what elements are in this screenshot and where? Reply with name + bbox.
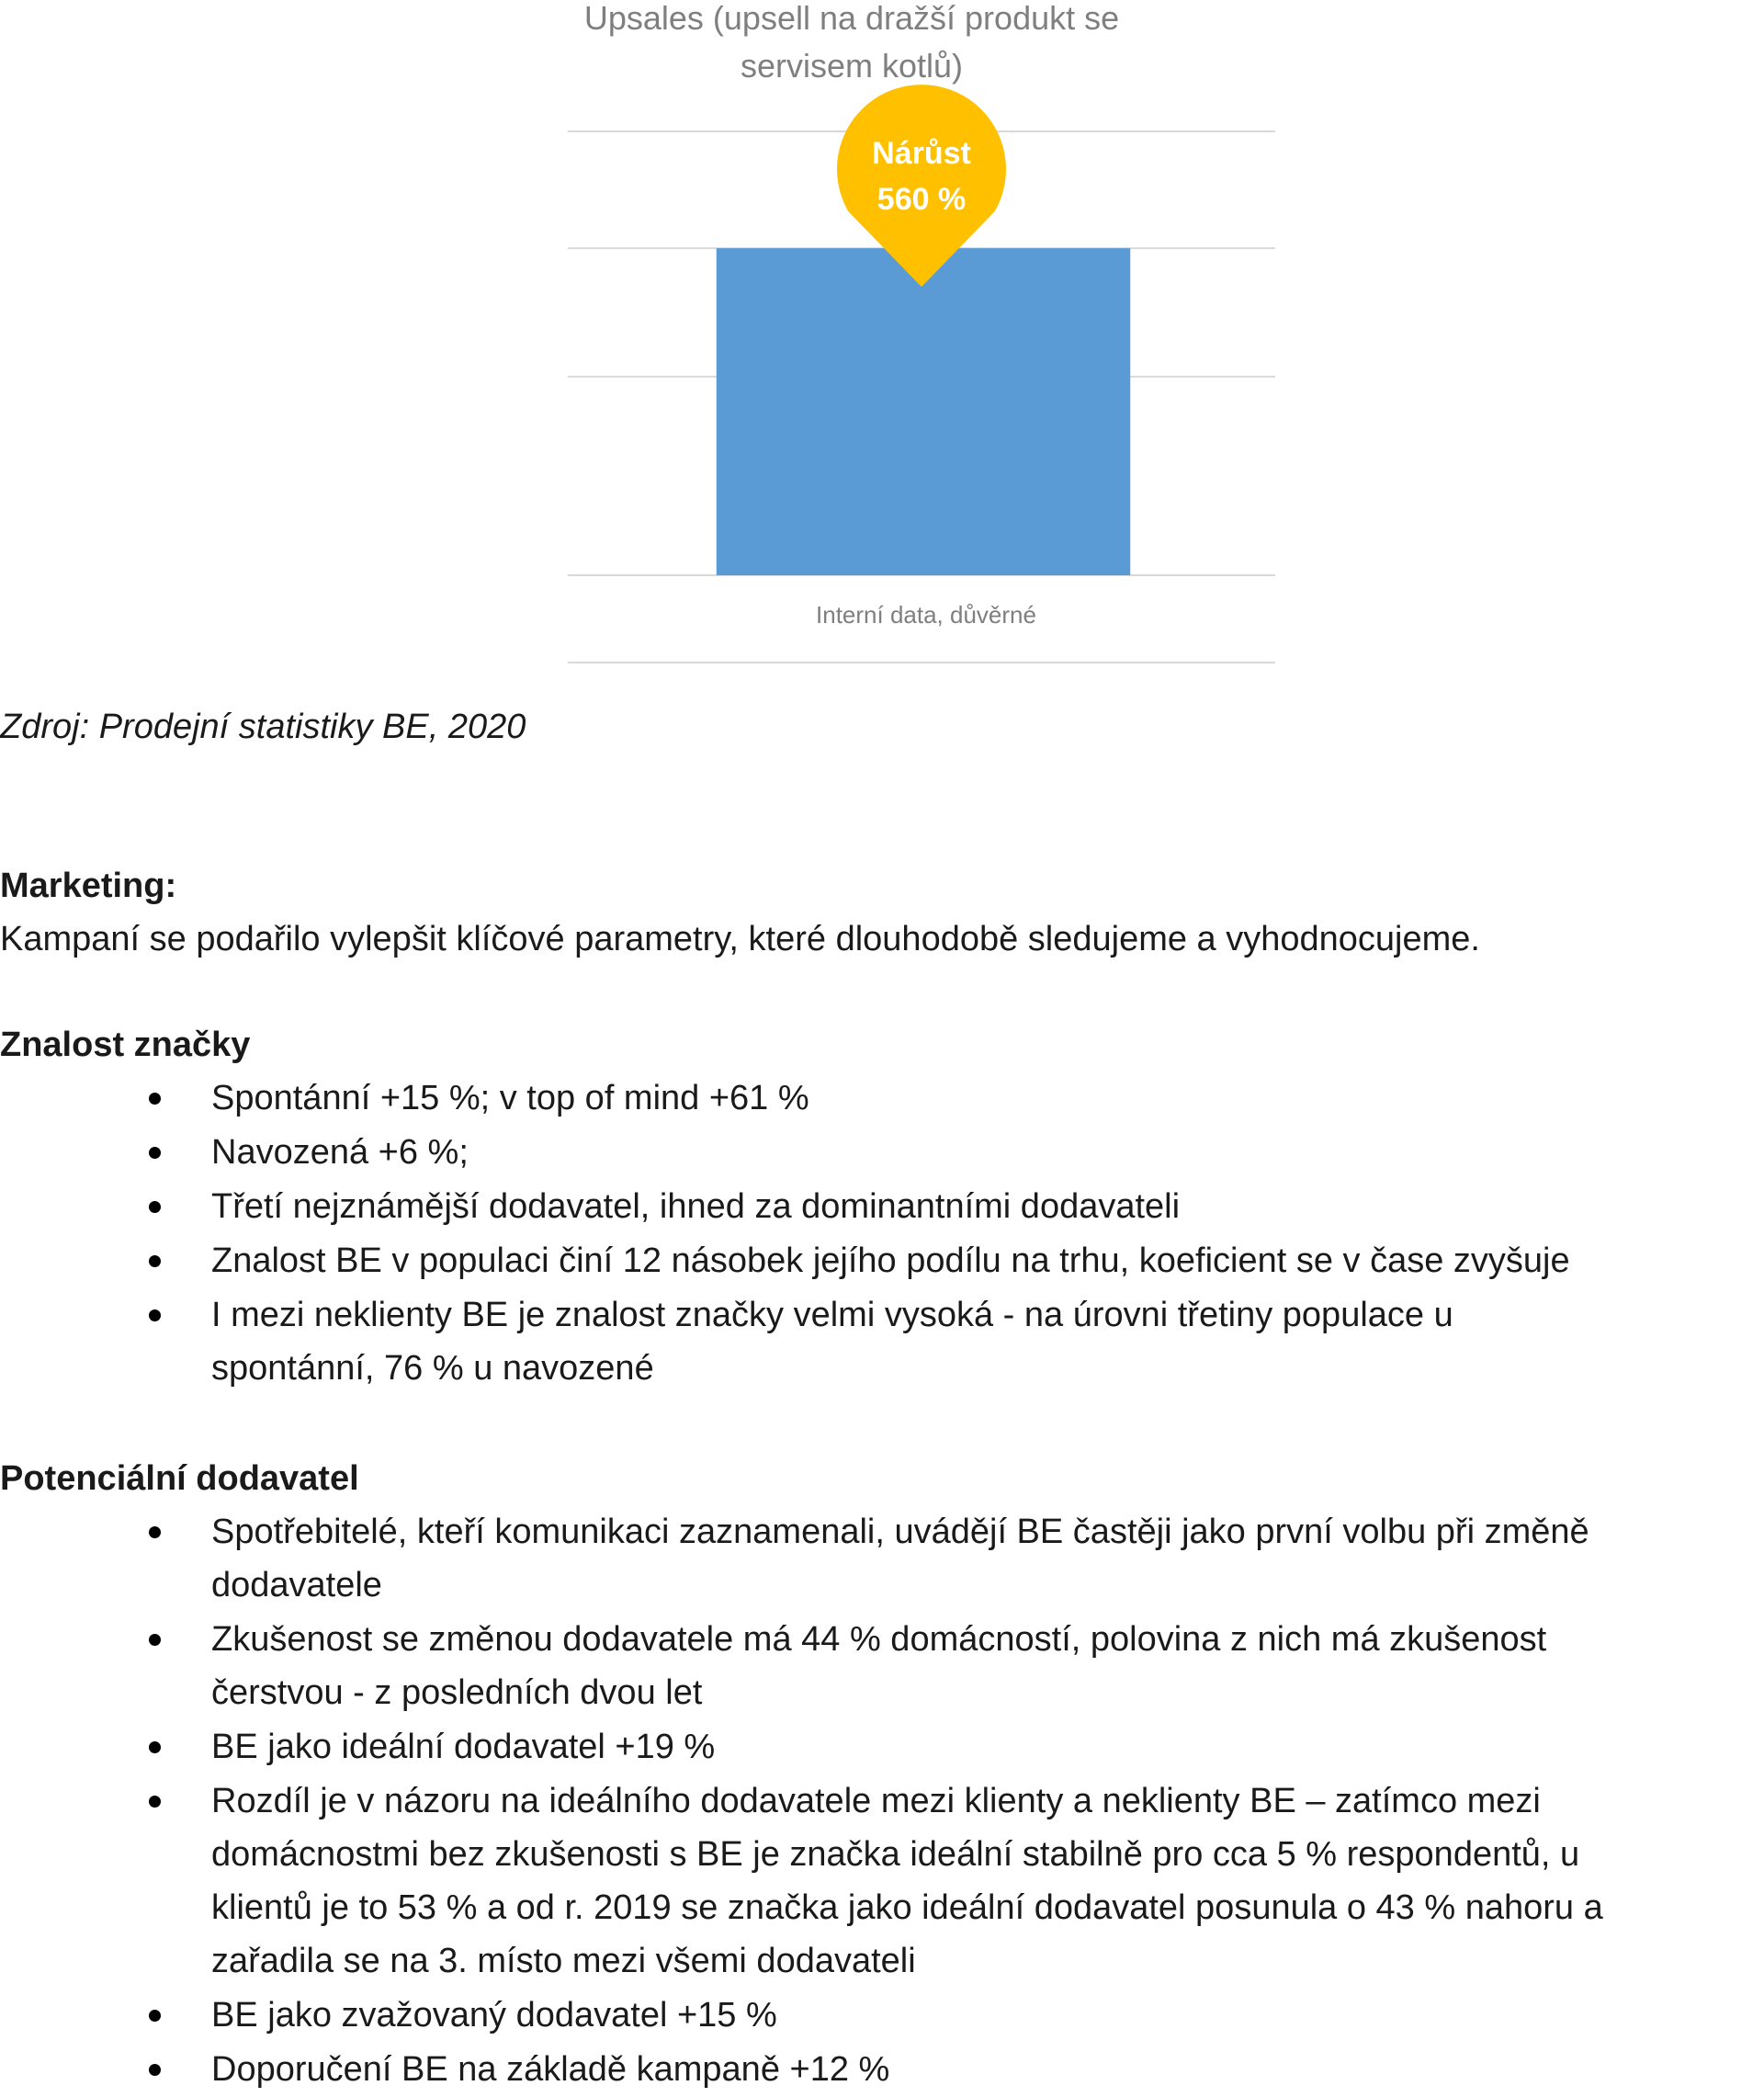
- chart-title: servisem kotlů): [740, 47, 964, 85]
- potential-supplier-item-text: domácnostmi bez zkušenosti s BE je značka ideální stabilně pro cca 5 % respondentů, u: [211, 1835, 1580, 1874]
- bullet-icon: [149, 1309, 161, 1321]
- brand-awareness-item: [0, 1288, 1764, 1395]
- potential-supplier-item-text: Spotřebitelé, kteří komunikaci zaznamenali, uvádějí BE častěji jako první volbu při změně: [211, 1513, 1589, 1551]
- bullet-icon: [149, 1201, 161, 1213]
- potential-supplier-item-text: dodavatele: [211, 1566, 382, 1604]
- chart: [0, 0, 1764, 680]
- callout-label: 560 %: [876, 182, 967, 218]
- potential-supplier-item: [0, 1774, 1764, 1988]
- marketing-section: [0, 859, 1764, 966]
- bar: [717, 248, 1130, 575]
- chart-title: Upsales (upsell na dražší produkt se: [583, 0, 1120, 37]
- bullet-icon: [149, 2064, 161, 2076]
- bullet-icon: [149, 1147, 161, 1159]
- potential-supplier-item-text: klientů je to 53 % a od r. 2019 se značka jako ideální dodavatel posunula o 43 % nahoru a: [211, 1888, 1603, 1927]
- brand-awareness-section: [0, 1018, 1764, 1396]
- brand-awareness-item-text: spontánní, 76 % u navozené: [211, 1349, 654, 1388]
- brand-awareness-item: [0, 1234, 1764, 1287]
- potential-supplier-item-text: Zkušenost se změnou dodavatele má 44 % domácností, polovina z nich má zkušenost: [211, 1620, 1547, 1659]
- marketing-heading: Marketing:: [0, 867, 177, 905]
- potential-supplier-item: [0, 1989, 1764, 2042]
- bar-chart: [0, 0, 1764, 680]
- bullet-icon: [149, 2010, 161, 2022]
- brand-awareness-item: [0, 1126, 1764, 1179]
- brand-awareness-item-text: I mezi neklienty BE je znalost značky velmi vysoká - na úrovni třetiny populace u: [211, 1296, 1453, 1334]
- brand-awareness-item-text: Třetí nejznámější dodavatel, ihned za dominantními dodavateli: [211, 1187, 1181, 1226]
- potential-supplier-list: [0, 1505, 1764, 2096]
- potential-supplier-item: [0, 2043, 1764, 2096]
- potential-supplier-item-text: BE jako zvažovaný dodavatel +15 %: [211, 1996, 777, 2035]
- brand-awareness-list: [0, 1071, 1764, 1395]
- brand-awareness-item: [0, 1071, 1764, 1125]
- chart-source-note: Zdroj: Prodejní statistiky BE, 2020: [0, 708, 526, 746]
- brand-awareness-item: [0, 1180, 1764, 1233]
- x-tick-label: Interní data, důvěrné: [816, 601, 1036, 629]
- bullet-icon: [149, 1796, 161, 1808]
- bullet-icon: [149, 1741, 161, 1753]
- brand-awareness-heading: Znalost značky: [0, 1026, 251, 1064]
- potential-supplier-item-text: Rozdíl je v názoru na ideálního dodavatele mezi klienty a neklienty BE – zatímco mezi: [211, 1782, 1541, 1820]
- potential-supplier-section: [0, 1452, 1764, 2097]
- potential-supplier-item-text: čerstvou - z posledních dvou let: [211, 1673, 703, 1712]
- bullet-icon: [149, 1526, 161, 1538]
- callout-label: Nárůst: [872, 136, 971, 172]
- potential-supplier-item: [0, 1505, 1764, 1612]
- bullet-icon: [149, 1255, 161, 1267]
- potential-supplier-item: [0, 1720, 1764, 1774]
- potential-supplier-item-text: Doporučení BE na základě kampaně +12 %: [211, 2050, 890, 2089]
- potential-supplier-item-text: zařadila se na 3. místo mezi všemi dodavateli: [211, 1942, 916, 1980]
- brand-awareness-item-text: Navozená +6 %;: [211, 1133, 469, 1172]
- potential-supplier-item: [0, 1613, 1764, 1719]
- marketing-intro: Kampaní se podařilo vylepšit klíčové parametry, které dlouhodobě sledujeme a vyhodnocujeme.: [0, 920, 1480, 958]
- brand-awareness-item-text: Spontánní +15 %; v top of mind +61 %: [211, 1079, 809, 1117]
- potential-supplier-item-text: BE jako ideální dodavatel +19 %: [211, 1728, 716, 1766]
- brand-awareness-item-text: Znalost BE v populaci činí 12 násobek jejího podílu na trhu, koeficient se v čase zvyšuje: [211, 1241, 1570, 1280]
- potential-supplier-heading: Potenciální dodavatel: [0, 1459, 359, 1498]
- bullet-icon: [149, 1634, 161, 1646]
- bullet-icon: [149, 1093, 161, 1105]
